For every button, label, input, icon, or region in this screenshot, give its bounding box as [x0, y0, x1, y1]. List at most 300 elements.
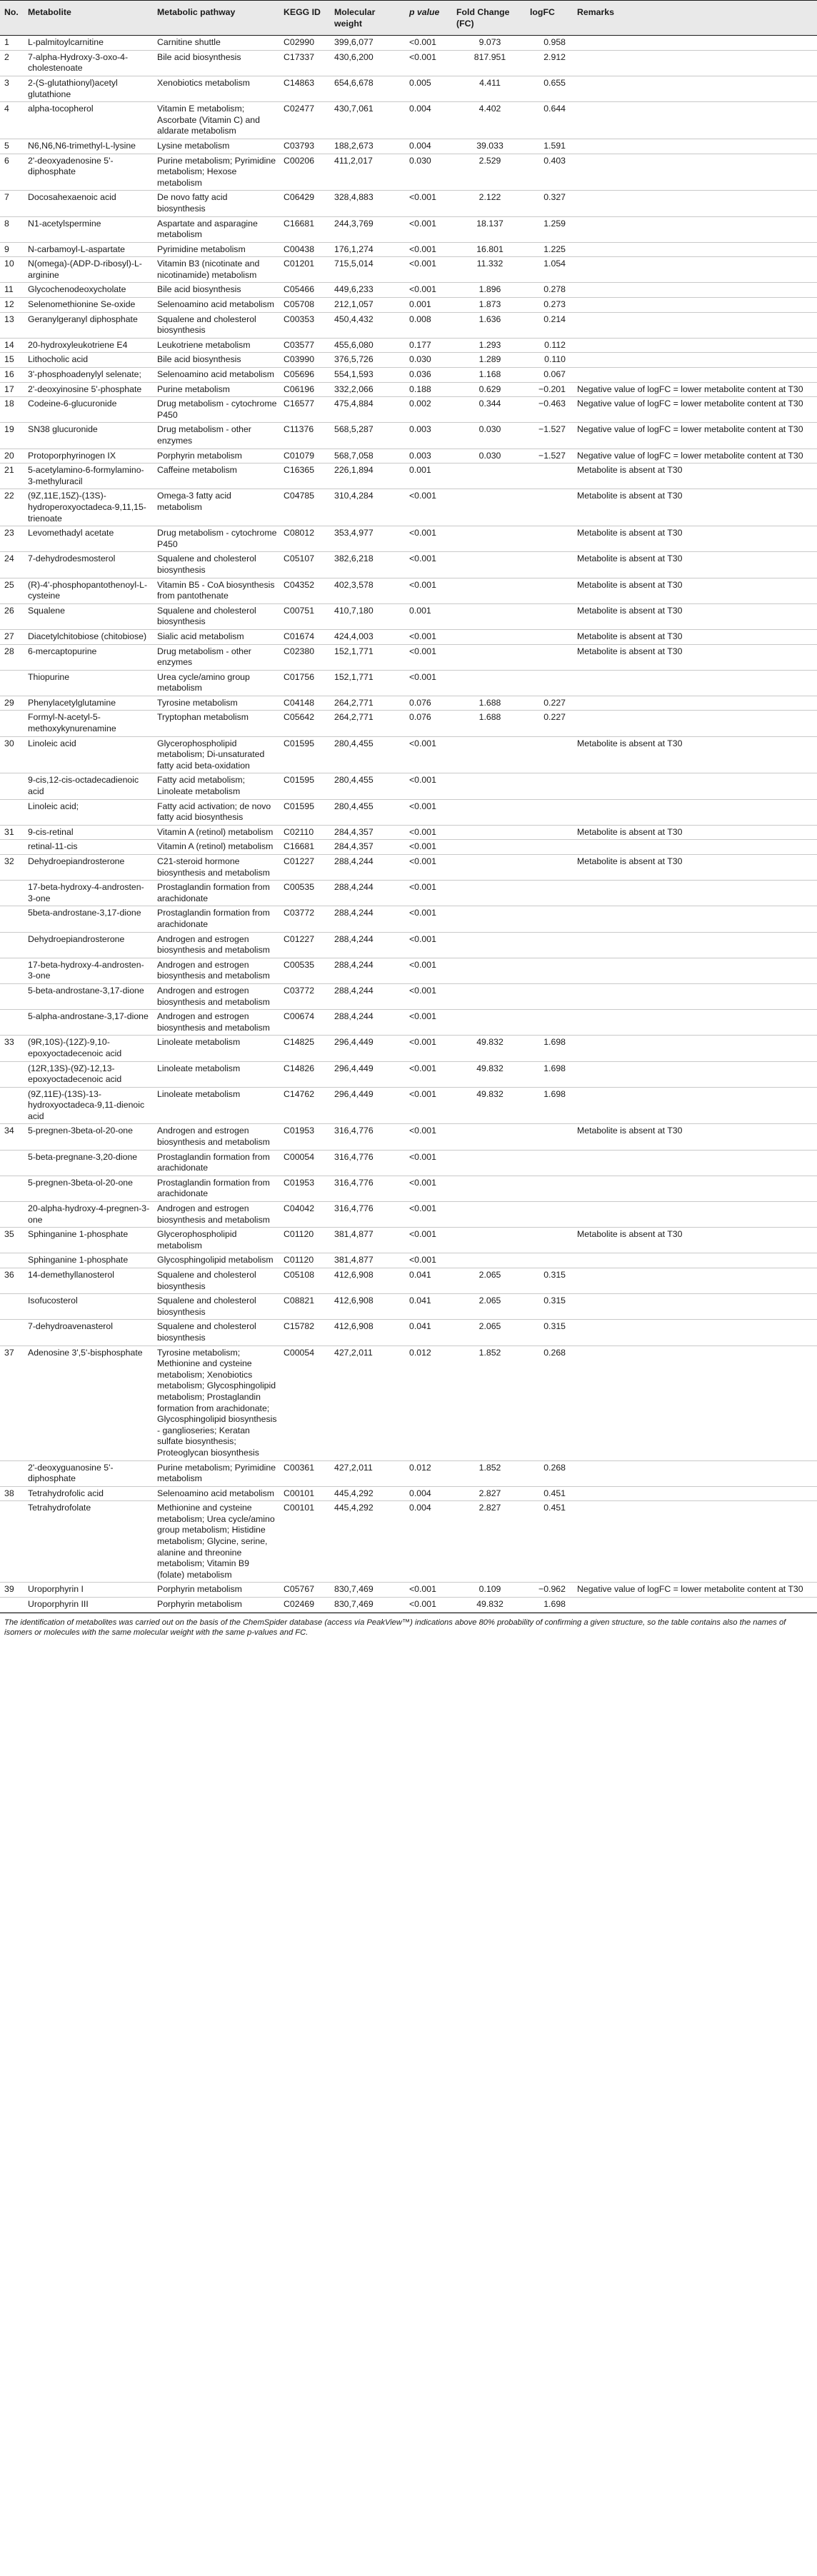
kegg-id: C16577	[279, 397, 330, 423]
logfc: 0.278	[526, 283, 573, 298]
kegg-id: C17337	[279, 50, 330, 76]
remarks	[573, 1087, 817, 1124]
fold-change	[452, 840, 526, 855]
logfc: 1.054	[526, 257, 573, 283]
molecular-weight: 654,6,678	[330, 76, 405, 101]
table-row	[0, 1583, 817, 1598]
logfc	[526, 489, 573, 526]
remarks	[573, 906, 817, 932]
row-number	[0, 1087, 24, 1124]
table-row	[0, 102, 817, 139]
row-number: 35	[0, 1228, 24, 1253]
logfc	[526, 463, 573, 489]
table-row	[0, 1460, 817, 1486]
remarks: Metabolite is absent at T30	[573, 1124, 817, 1150]
metabolite-name: 14-demethyllanosterol	[24, 1268, 153, 1294]
fold-change: 18.137	[452, 216, 526, 242]
molecular-weight: 554,1,593	[330, 368, 405, 383]
metabolite-name: Sphinganine 1-phosphate	[24, 1228, 153, 1253]
metabolic-pathway: Drug metabolism - other enzymes	[153, 644, 279, 670]
logfc	[526, 552, 573, 578]
remarks	[573, 983, 817, 1009]
p-value: 0.012	[405, 1460, 452, 1486]
metabolic-pathway: Vitamin E metabolism; Ascorbate (Vitamin C) and aldarate metabolism	[153, 102, 279, 139]
logfc: 1.698	[526, 1598, 573, 1613]
p-value: 0.041	[405, 1320, 452, 1345]
fold-change: 2.065	[452, 1294, 526, 1320]
header-molecular-weight: Molecular weight	[330, 1, 405, 36]
metabolic-pathway: Xenobiotics metabolism	[153, 76, 279, 101]
p-value: 0.003	[405, 448, 452, 463]
metabolite-name: (R)-4'-phosphopantothenoyl-L-cysteine	[24, 578, 153, 603]
fold-change	[452, 644, 526, 670]
row-number: 12	[0, 298, 24, 313]
row-number	[0, 1320, 24, 1345]
molecular-weight: 280,4,455	[330, 773, 405, 799]
metabolic-pathway: Androgen and estrogen biosynthesis and metabolism	[153, 958, 279, 983]
logfc: 0.451	[526, 1501, 573, 1583]
remarks	[573, 799, 817, 825]
p-value: <0.001	[405, 1583, 452, 1598]
kegg-id: C01674	[279, 629, 330, 644]
p-value: 0.012	[405, 1345, 452, 1460]
molecular-weight: 288,4,244	[330, 932, 405, 958]
remarks	[573, 1320, 817, 1345]
table-row	[0, 1501, 817, 1583]
row-number: 4	[0, 102, 24, 139]
header-remarks: Remarks	[573, 1, 817, 36]
kegg-id: C14863	[279, 76, 330, 101]
row-number: 34	[0, 1124, 24, 1150]
table-row	[0, 958, 817, 983]
fold-change	[452, 526, 526, 552]
row-number: 8	[0, 216, 24, 242]
header-pathway: Metabolic pathway	[153, 1, 279, 36]
table-row	[0, 298, 817, 313]
kegg-id: C01120	[279, 1228, 330, 1253]
metabolic-pathway: Squalene and cholesterol biosynthesis	[153, 1294, 279, 1320]
fold-change	[452, 736, 526, 773]
kegg-id: C11376	[279, 423, 330, 448]
logfc: 0.214	[526, 312, 573, 338]
molecular-weight: 284,4,357	[330, 840, 405, 855]
fold-change	[452, 773, 526, 799]
molecular-weight: 280,4,455	[330, 736, 405, 773]
table-row	[0, 855, 817, 881]
metabolic-pathway: Androgen and estrogen biosynthesis and metabolism	[153, 1124, 279, 1150]
kegg-id: C01227	[279, 855, 330, 881]
molecular-weight: 382,6,218	[330, 552, 405, 578]
metabolite-name: 20-alpha-hydroxy-4-pregnen-3-one	[24, 1202, 153, 1228]
kegg-id: C16681	[279, 840, 330, 855]
logfc	[526, 603, 573, 629]
fold-change: 0.030	[452, 423, 526, 448]
logfc	[526, 1202, 573, 1228]
table-row	[0, 1061, 817, 1087]
p-value: 0.036	[405, 368, 452, 383]
kegg-id: C04785	[279, 489, 330, 526]
metabolic-pathway: Bile acid biosynthesis	[153, 50, 279, 76]
row-number: 19	[0, 423, 24, 448]
metabolite-name: Uroporphyrin III	[24, 1598, 153, 1613]
remarks	[573, 840, 817, 855]
table-row	[0, 50, 817, 76]
fold-change: 1.289	[452, 353, 526, 368]
remarks	[573, 1460, 817, 1486]
table-row	[0, 1202, 817, 1228]
remarks	[573, 257, 817, 283]
table-row	[0, 423, 817, 448]
metabolic-pathway: C21-steroid hormone biosynthesis and metabolism	[153, 855, 279, 881]
remarks	[573, 36, 817, 51]
row-number: 2	[0, 50, 24, 76]
table-row	[0, 629, 817, 644]
metabolic-pathway: De novo fatty acid biosynthesis	[153, 191, 279, 216]
row-number: 16	[0, 368, 24, 383]
metabolic-pathway: Omega-3 fatty acid metabolism	[153, 489, 279, 526]
metabolic-pathway: Vitamin A (retinol) metabolism	[153, 825, 279, 840]
header-row	[0, 1, 817, 36]
metabolic-pathway: Androgen and estrogen biosynthesis and metabolism	[153, 1202, 279, 1228]
molecular-weight: 316,4,776	[330, 1124, 405, 1150]
logfc: 0.268	[526, 1345, 573, 1460]
table-row	[0, 1598, 817, 1613]
fold-change: 2.065	[452, 1268, 526, 1294]
molecular-weight: 830,7,469	[330, 1598, 405, 1613]
table-row	[0, 644, 817, 670]
p-value: <0.001	[405, 36, 452, 51]
table-row	[0, 368, 817, 383]
table-row	[0, 139, 817, 154]
molecular-weight: 316,4,776	[330, 1150, 405, 1176]
row-number: 11	[0, 283, 24, 298]
fold-change: 2.827	[452, 1486, 526, 1501]
logfc: −0.962	[526, 1583, 573, 1598]
p-value: <0.001	[405, 736, 452, 773]
p-value: <0.001	[405, 958, 452, 983]
kegg-id: C15782	[279, 1320, 330, 1345]
table-row	[0, 1176, 817, 1201]
header-kegg-id: KEGG ID	[279, 1, 330, 36]
molecular-weight: 176,1,274	[330, 242, 405, 257]
header-no: No.	[0, 1, 24, 36]
metabolic-pathway: Sialic acid metabolism	[153, 629, 279, 644]
remarks	[573, 881, 817, 906]
table-row	[0, 578, 817, 603]
p-value: <0.001	[405, 1202, 452, 1228]
logfc	[526, 906, 573, 932]
row-number	[0, 932, 24, 958]
metabolic-pathway: Tyrosine metabolism; Methionine and cysteine metabolism; Xenobiotics metabolism; Glycosphingolipid metabolism; Prostaglandin formation from arachidonate; Glycosphingolipid biosynthesis - ganglioseries; Keratan sulfate biosynthesis; Proteoglycan biosynthesis	[153, 1345, 279, 1460]
kegg-id: C05466	[279, 283, 330, 298]
molecular-weight: 411,2,017	[330, 154, 405, 191]
metabolic-pathway: Fatty acid metabolism; Linoleate metabolism	[153, 773, 279, 799]
molecular-weight: 284,4,357	[330, 825, 405, 840]
table-row	[0, 242, 817, 257]
kegg-id: C08012	[279, 526, 330, 552]
molecular-weight: 410,7,180	[330, 603, 405, 629]
kegg-id: C04042	[279, 1202, 330, 1228]
kegg-id: C01595	[279, 736, 330, 773]
p-value: <0.001	[405, 1228, 452, 1253]
p-value: 0.004	[405, 139, 452, 154]
remarks: Metabolite is absent at T30	[573, 855, 817, 881]
table-row	[0, 1150, 817, 1176]
table-row	[0, 76, 817, 101]
logfc	[526, 932, 573, 958]
metabolite-name: Codeine-6-glucuronide	[24, 397, 153, 423]
metabolite-name: Tetrahydrofolate	[24, 1501, 153, 1583]
fold-change	[452, 1253, 526, 1268]
metabolic-pathway: Squalene and cholesterol biosynthesis	[153, 1268, 279, 1294]
molecular-weight: 288,4,244	[330, 855, 405, 881]
metabolic-pathway: Glycerophospholipid metabolism; Di-unsaturated fatty acid beta-oxidation	[153, 736, 279, 773]
kegg-id: C01120	[279, 1253, 330, 1268]
row-number: 28	[0, 644, 24, 670]
molecular-weight: 212,1,057	[330, 298, 405, 313]
p-value: 0.041	[405, 1268, 452, 1294]
metabolite-name: 5-beta-androstane-3,17-dione	[24, 983, 153, 1009]
remarks	[573, 1345, 817, 1460]
logfc: −1.527	[526, 423, 573, 448]
logfc	[526, 629, 573, 644]
remarks	[573, 76, 817, 101]
metabolite-name: 17-beta-hydroxy-4-androsten-3-one	[24, 958, 153, 983]
row-number	[0, 773, 24, 799]
fold-change	[452, 1010, 526, 1036]
molecular-weight: 264,2,771	[330, 711, 405, 736]
logfc	[526, 736, 573, 773]
table-header	[0, 1, 817, 36]
row-number: 13	[0, 312, 24, 338]
p-value: <0.001	[405, 799, 452, 825]
table-row	[0, 1010, 817, 1036]
metabolite-name: 5-alpha-androstane-3,17-dione	[24, 1010, 153, 1036]
logfc: 0.451	[526, 1486, 573, 1501]
metabolic-pathway: Selenoamino acid metabolism	[153, 368, 279, 383]
remarks	[573, 191, 817, 216]
metabolite-name: 9-cis-retinal	[24, 825, 153, 840]
remarks: Metabolite is absent at T30	[573, 603, 817, 629]
metabolite-name: Adenosine 3',5'-bisphosphate	[24, 1345, 153, 1460]
row-number	[0, 1202, 24, 1228]
fold-change	[452, 881, 526, 906]
metabolite-name: Formyl-N-acetyl-5-methoxykynurenamine	[24, 711, 153, 736]
logfc	[526, 840, 573, 855]
fold-change	[452, 552, 526, 578]
remarks: Metabolite is absent at T30	[573, 825, 817, 840]
table-row	[0, 1345, 817, 1460]
remarks	[573, 298, 817, 313]
remarks: Negative value of logFC = lower metabolite content at T30	[573, 382, 817, 397]
logfc: −1.527	[526, 448, 573, 463]
p-value: <0.001	[405, 191, 452, 216]
molecular-weight: 412,6,908	[330, 1320, 405, 1345]
p-value: <0.001	[405, 773, 452, 799]
metabolite-name: 6-mercaptopurine	[24, 644, 153, 670]
remarks: Metabolite is absent at T30	[573, 629, 817, 644]
kegg-id: C01595	[279, 799, 330, 825]
fold-change: 0.030	[452, 448, 526, 463]
table-row	[0, 736, 817, 773]
p-value: <0.001	[405, 932, 452, 958]
remarks: Negative value of logFC = lower metabolite content at T30	[573, 448, 817, 463]
row-number: 9	[0, 242, 24, 257]
metabolic-pathway: Linoleate metabolism	[153, 1087, 279, 1124]
metabolic-pathway: Vitamin B3 (nicotinate and nicotinamide) metabolism	[153, 257, 279, 283]
remarks	[573, 1253, 817, 1268]
table-row	[0, 526, 817, 552]
metabolic-pathway: Selenoamino acid metabolism	[153, 298, 279, 313]
row-number: 6	[0, 154, 24, 191]
p-value: <0.001	[405, 1124, 452, 1150]
logfc: 1.225	[526, 242, 573, 257]
remarks	[573, 932, 817, 958]
kegg-id: C03772	[279, 906, 330, 932]
metabolic-pathway: Androgen and estrogen biosynthesis and metabolism	[153, 932, 279, 958]
fold-change: 49.832	[452, 1061, 526, 1087]
logfc	[526, 1253, 573, 1268]
metabolic-pathway: Glycosphingolipid metabolism	[153, 1253, 279, 1268]
fold-change	[452, 932, 526, 958]
logfc	[526, 1228, 573, 1253]
p-value: 0.177	[405, 338, 452, 353]
fold-change: 39.033	[452, 139, 526, 154]
fold-change: 2.529	[452, 154, 526, 191]
logfc: 0.227	[526, 711, 573, 736]
p-value: <0.001	[405, 629, 452, 644]
table-row	[0, 840, 817, 855]
kegg-id: C00751	[279, 603, 330, 629]
fold-change	[452, 670, 526, 696]
metabolite-name: Selenomethionine Se-oxide	[24, 298, 153, 313]
metabolite-name: Lithocholic acid	[24, 353, 153, 368]
fold-change: 1.873	[452, 298, 526, 313]
logfc: −0.463	[526, 397, 573, 423]
table-row	[0, 463, 817, 489]
row-number: 36	[0, 1268, 24, 1294]
fold-change: 16.801	[452, 242, 526, 257]
metabolite-name: 5-pregnen-3beta-ol-20-one	[24, 1124, 153, 1150]
row-number	[0, 1010, 24, 1036]
fold-change	[452, 983, 526, 1009]
p-value: <0.001	[405, 50, 452, 76]
metabolite-name: 7-dehydrodesmosterol	[24, 552, 153, 578]
p-value: 0.001	[405, 298, 452, 313]
metabolite-name: N1-acetylspermine	[24, 216, 153, 242]
kegg-id: C01595	[279, 773, 330, 799]
row-number	[0, 1061, 24, 1087]
metabolite-name: 5beta-androstane-3,17-dione	[24, 906, 153, 932]
kegg-id: C01756	[279, 670, 330, 696]
remarks	[573, 1061, 817, 1087]
row-number: 14	[0, 338, 24, 353]
table-row	[0, 397, 817, 423]
row-number: 10	[0, 257, 24, 283]
metabolic-pathway: Tyrosine metabolism	[153, 696, 279, 711]
kegg-id: C00353	[279, 312, 330, 338]
kegg-id: C04352	[279, 578, 330, 603]
metabolic-pathway: Glycerophospholipid metabolism	[153, 1228, 279, 1253]
remarks: Metabolite is absent at T30	[573, 526, 817, 552]
molecular-weight: 399,6,077	[330, 36, 405, 51]
kegg-id: C00674	[279, 1010, 330, 1036]
header-fold-change: Fold Change (FC)	[452, 1, 526, 36]
logfc: 0.958	[526, 36, 573, 51]
kegg-id: C02477	[279, 102, 330, 139]
remarks: Negative value of logFC = lower metabolite content at T30	[573, 1583, 817, 1598]
fold-change: 4.402	[452, 102, 526, 139]
metabolic-pathway: Bile acid biosynthesis	[153, 353, 279, 368]
kegg-id: C03772	[279, 983, 330, 1009]
kegg-id: C14826	[279, 1061, 330, 1087]
kegg-id: C00361	[279, 1460, 330, 1486]
logfc	[526, 799, 573, 825]
remarks	[573, 773, 817, 799]
table-row	[0, 338, 817, 353]
table-body	[0, 36, 817, 1612]
table-row	[0, 881, 817, 906]
molecular-weight: 449,6,233	[330, 283, 405, 298]
row-number: 22	[0, 489, 24, 526]
molecular-weight: 288,4,244	[330, 881, 405, 906]
metabolic-pathway: Pyrimidine metabolism	[153, 242, 279, 257]
table-row	[0, 670, 817, 696]
molecular-weight: 296,4,449	[330, 1061, 405, 1087]
header-logfc: logFC	[526, 1, 573, 36]
metabolic-pathway: Prostaglandin formation from arachidonate	[153, 881, 279, 906]
remarks	[573, 50, 817, 76]
kegg-id: C05108	[279, 1268, 330, 1294]
table-row	[0, 696, 817, 711]
fold-change: 0.629	[452, 382, 526, 397]
logfc: 1.698	[526, 1061, 573, 1087]
kegg-id: C00438	[279, 242, 330, 257]
remarks	[573, 1501, 817, 1583]
metabolite-name: Dehydroepiandrosterone	[24, 855, 153, 881]
row-number: 27	[0, 629, 24, 644]
logfc	[526, 855, 573, 881]
p-value: <0.001	[405, 644, 452, 670]
remarks	[573, 958, 817, 983]
fold-change: 4.411	[452, 76, 526, 101]
metabolic-pathway: Purine metabolism; Pyrimidine metabolism; Hexose metabolism	[153, 154, 279, 191]
metabolic-pathway: Carnitine shuttle	[153, 36, 279, 51]
kegg-id: C08821	[279, 1294, 330, 1320]
kegg-id: C03793	[279, 139, 330, 154]
remarks	[573, 312, 817, 338]
remarks: Metabolite is absent at T30	[573, 552, 817, 578]
molecular-weight: 328,4,883	[330, 191, 405, 216]
row-number: 31	[0, 825, 24, 840]
kegg-id: C16681	[279, 216, 330, 242]
fold-change	[452, 958, 526, 983]
kegg-id: C01953	[279, 1176, 330, 1201]
table-row	[0, 552, 817, 578]
metabolite-name: Linoleic acid	[24, 736, 153, 773]
fold-change: 1.636	[452, 312, 526, 338]
fold-change	[452, 855, 526, 881]
molecular-weight: 152,1,771	[330, 670, 405, 696]
molecular-weight: 455,6,080	[330, 338, 405, 353]
metabolite-name: Phenylacetylglutamine	[24, 696, 153, 711]
p-value: <0.001	[405, 526, 452, 552]
remarks	[573, 1176, 817, 1201]
row-number: 21	[0, 463, 24, 489]
logfc: 0.227	[526, 696, 573, 711]
row-number	[0, 799, 24, 825]
fold-change: 9.073	[452, 36, 526, 51]
